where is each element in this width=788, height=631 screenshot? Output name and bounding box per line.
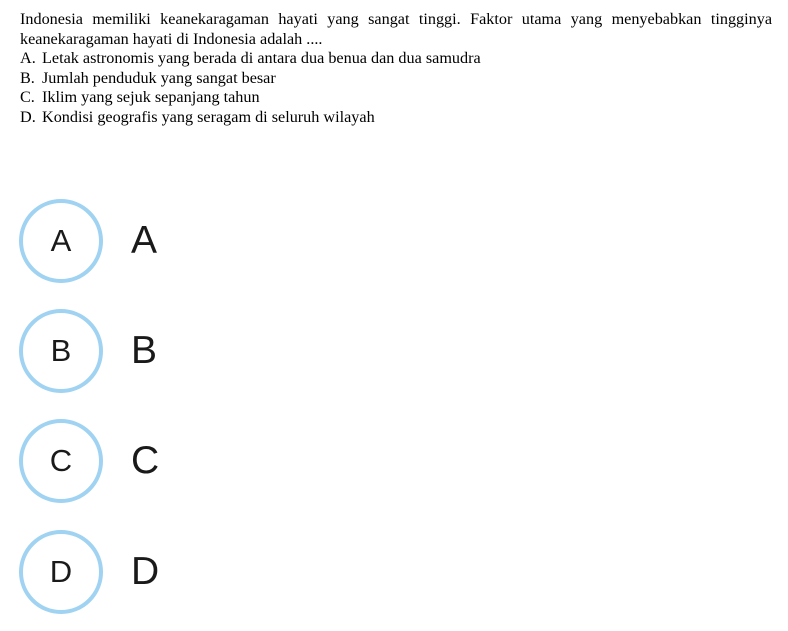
answer-choice-c-label[interactable]: C: [131, 439, 160, 482]
option-letter: B.: [20, 68, 35, 87]
option-text: Iklim yang sejuk sepanjang tahun: [42, 88, 260, 106]
answer-choice-d-radio[interactable]: [19, 530, 103, 614]
option-d-text: [20, 108, 772, 128]
option-b-text: [20, 69, 772, 89]
choice-circle-letter: C: [49, 443, 73, 478]
option-text: Kondisi geografis yang seragam di seluruh wilayah: [42, 107, 375, 126]
answer-choice-d-label[interactable]: D: [131, 550, 160, 593]
option-a-text: [20, 49, 772, 69]
answer-choice-a-radio[interactable]: [19, 199, 103, 283]
answer-choice-a[interactable]: [19, 199, 419, 283]
choice-circle-letter: B: [50, 333, 72, 368]
answer-choice-b[interactable]: [19, 309, 419, 393]
answer-choice-c[interactable]: [19, 419, 419, 503]
option-text: Jumlah penduduk yang sangat besar: [42, 68, 276, 87]
choice-circle-letter: A: [50, 223, 72, 258]
answer-choice-c-radio[interactable]: [19, 419, 103, 503]
answer-choice-b-label[interactable]: B: [131, 329, 158, 372]
choice-circle-letter: D: [49, 554, 73, 589]
option-text: Letak astronomis yang berada di antara dua benua dan dua samudra: [42, 49, 481, 67]
option-letter: A.: [20, 49, 36, 67]
option-letter: C.: [20, 88, 35, 106]
question-text: [20, 10, 772, 127]
answer-choice-d[interactable]: [19, 530, 419, 614]
answer-choice-a-label[interactable]: A: [131, 219, 158, 262]
question-stem: Indonesia memiliki keanekaragaman hayati yang sangat tinggi. Faktor utama yang menyebabkan tingginya keanekaragaman hayati di Indonesia adalah ....: [20, 10, 772, 48]
option-c-text: [20, 88, 772, 108]
answer-choice-b-radio[interactable]: [19, 309, 103, 393]
option-letter: D.: [20, 107, 36, 126]
